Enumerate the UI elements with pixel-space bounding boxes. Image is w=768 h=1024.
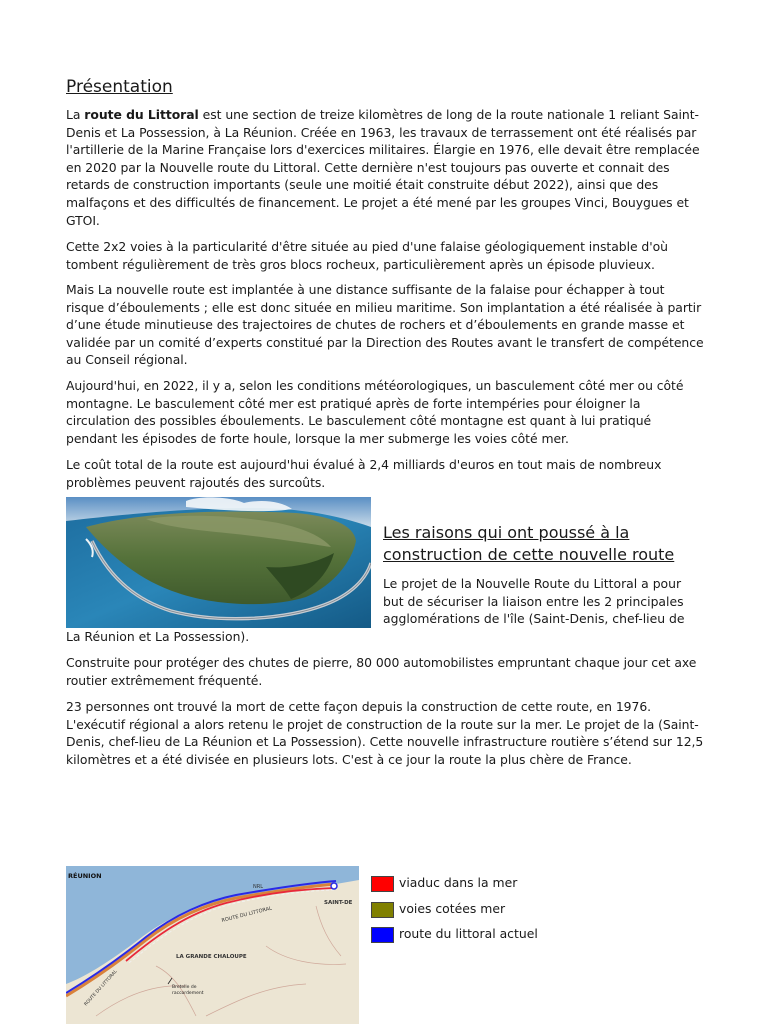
legend-label-voies-mer: voies cotées mer (399, 900, 506, 916)
intro-bold-term: route du Littoral (84, 107, 199, 122)
intro-paragraph (66, 106, 704, 229)
route-map (66, 866, 359, 1024)
map-label-littoral-left: ROUTE DU LITTORAL (83, 969, 119, 1008)
legend-swatch-voies-mer (371, 902, 394, 918)
legend-swatch-route-actuelle (371, 927, 394, 943)
map-label-region: RÉUNION (68, 872, 102, 880)
section-title-raisons: Les raisons qui ont poussé à la construction de cette nouvelle route (383, 523, 675, 564)
map-label-sea: NRL (253, 884, 263, 890)
paragraph-cout: Le coût total de la route est aujourd'hui évalué à 2,4 milliards d'euros en tout mais de nombreux problèmes peuvent rajoutés des surcoûts. (66, 457, 662, 490)
map-label-raccordement: raccordement (172, 991, 204, 996)
paragraph-continuation: La Réunion et La Possession). (66, 629, 250, 644)
map-label-bretelle: Bretelle de (172, 985, 197, 990)
intro-text: est une section de treize kilomètres de long de la route nationale 1 reliant Saint-Denis et La Possession, à La Réunion. Créée en 1963, les travaux de terrassement ont été réalisés par l'artillerie de la Marine Française lors d'exercices militaires. Élargie en 1976, elle devait être remplacée en 2020 par la Nouvelle route du Littoral. Cette dernière n'est toujours pas ouverte et connait des retards de construction importants (seule une moitié était construite début 2022), ainsi que des malfaçons et des difficultés de financement. Le projet a été mené par les groupes Vinci, Bouygues et GTOI. (66, 107, 700, 228)
map-label-grande-chaloupe: LA GRANDE CHALOUPE (176, 954, 247, 960)
legend-label-route-actuelle: route du littoral actuel (399, 926, 538, 941)
paragraph-basculement: Aujourd'hui, en 2022, il y a, selon les conditions météorologiques, un basculement côté mer ou côté montagne. Le basculement côté mer est pratiqué après de forte intempéries pour éloigner la circulation des possibles éboulements. Le basculement côté montagne est quant à lui pratiqué pendant les épisodes de forte houle, lorsque la mer submerge les voies côté mer. (66, 378, 684, 446)
paragraph-falaise: Cette 2x2 voies à la particularité d'être située au pied d'une falaise géologiquement instable d'où tombent régulièrement de très gros blocs rocheux, particulièrement après un épisode pluvieux. (66, 239, 668, 272)
legend-swatch-viaduc (371, 876, 394, 892)
paragraph-projet-objectif: Le projet de la Nouvelle Route du Littoral a pour but de sécuriser la liaison entre les 2 principales agglomérations de l'île (Saint-Denis, chef-lieu de (383, 576, 685, 627)
paragraph-automobilistes: Construite pour protéger des chutes de pierre, 80 000 automobilistes empruntant chaque jour cet axe routier extrêmement fréquenté. (66, 655, 697, 688)
intro-prefix: La (66, 107, 85, 122)
coastline-aerial-photo (66, 497, 371, 628)
paragraph-historique: 23 personnes ont trouvé la mort de cette façon depuis la construction de cette route, en 1976. L'exécutif régional a alors retenu le projet de construction de la route sur la mer. Le projet de la (Saint-Denis, chef-lieu de La Réunion et La Possession). Cette nouvelle infrastructure routière s’étend sur 12,5 kilomètres et a été divisée en plusieurs lots. C'est à ce jour la route la plus chère de France. (66, 699, 704, 767)
map-label-town: SAINT-DE (324, 900, 353, 906)
paragraph-implantation: Mais La nouvelle route est implantée à une distance suffisante de la falaise pour échapper à tout risque d’éboulements ; elle est donc située en milieu maritime. Son implantation a été réalisée à partir d’une étude minutieuse des trajectoires de chutes de rochers et d’éboulements en grande masse et validée par un comité d’experts constitué par la Direction des Routes avant le transfert de compétence au Conseil régional. (66, 282, 704, 368)
page-title: Présentation (66, 77, 173, 97)
legend-label-viaduc: viaduc dans la mer (399, 875, 518, 890)
map-label-road: ROUTE DU LITTORAL (221, 905, 273, 924)
